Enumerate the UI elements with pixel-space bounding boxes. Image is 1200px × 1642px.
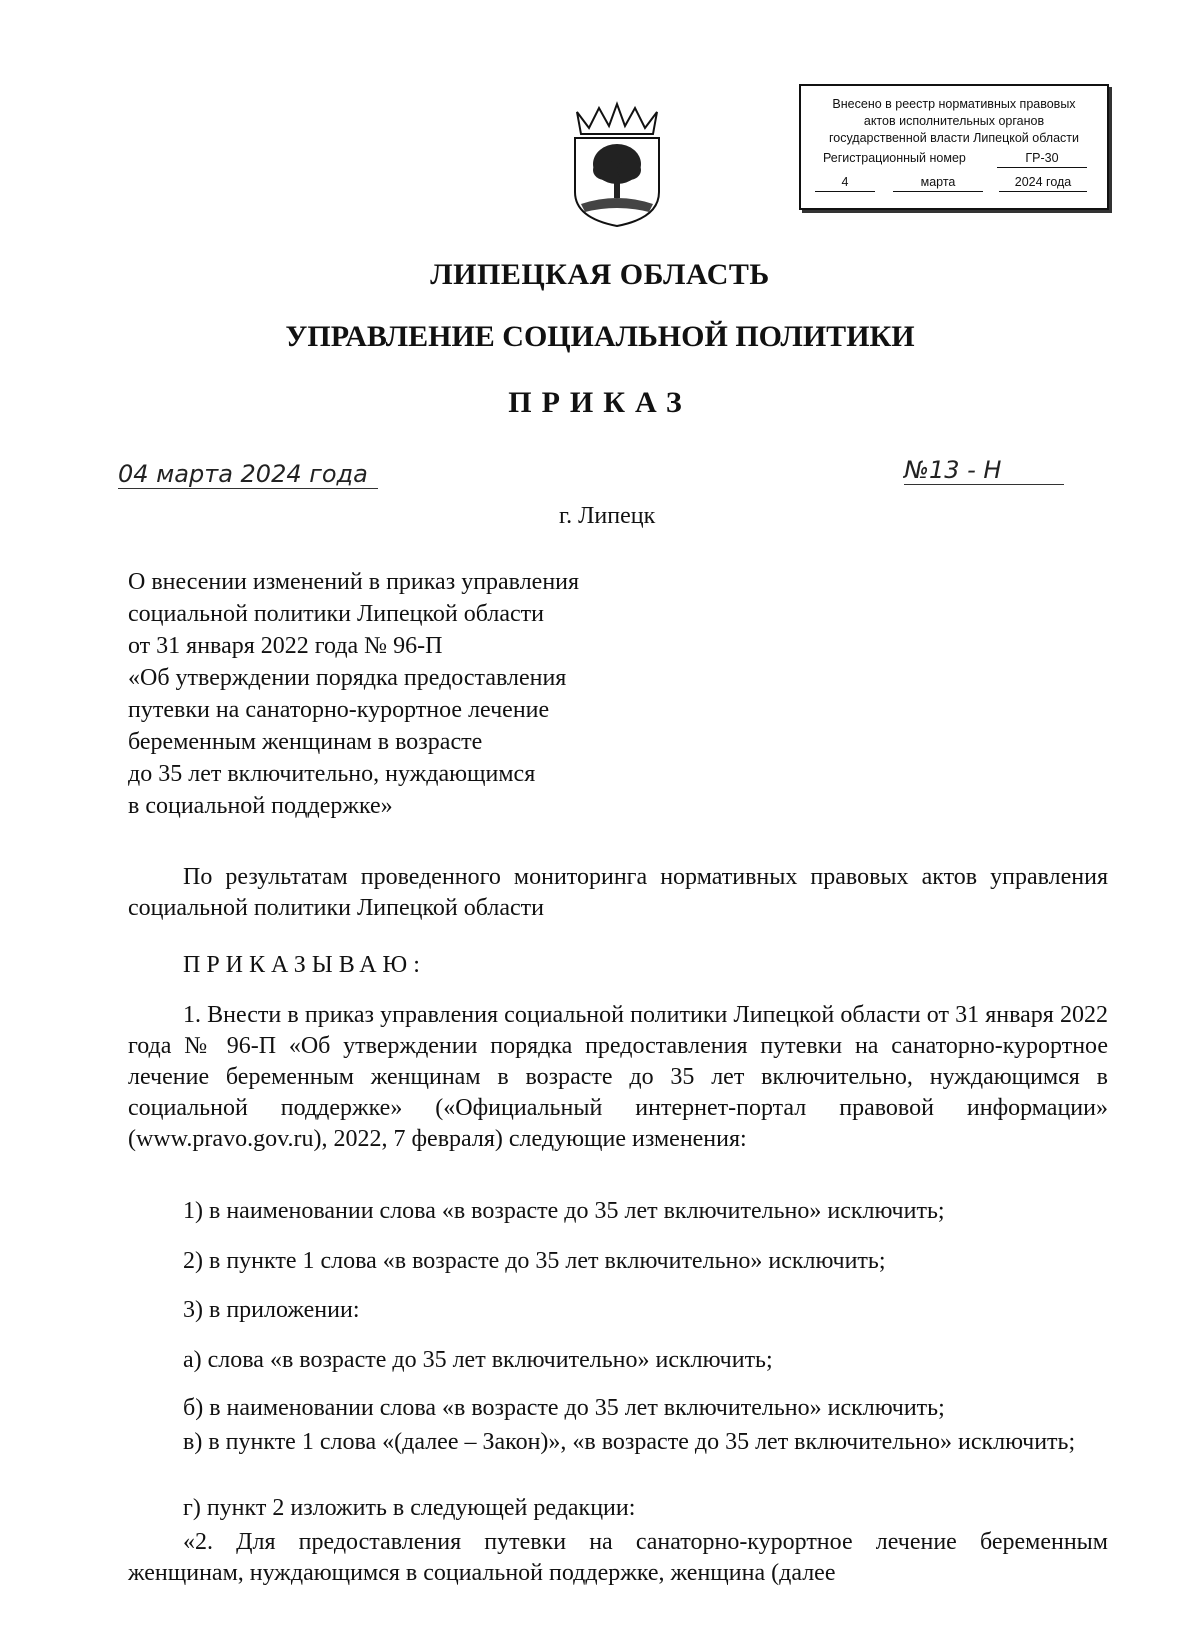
subject-line: беременным женщинам в возрасте xyxy=(128,729,483,755)
quoted-paragraph: «2. Для предоставления путевки на санаторно-курортное лечение беременным женщинам, нуждающимся в социальной поддержке, женщина (далее xyxy=(128,1529,1108,1586)
subitem-2: 2) в пункте 1 слова «в возрасте до 35 лет включительно» исключить; xyxy=(183,1248,886,1274)
stamp-reg-number: ГР-30 xyxy=(997,150,1087,168)
handwritten-number: №13 - Н xyxy=(904,456,1064,485)
region-title: ЛИПЕЦКАЯ ОБЛАСТЬ xyxy=(430,258,770,291)
registration-stamp xyxy=(799,84,1109,210)
city-label: г. Липецк xyxy=(559,503,656,529)
handwritten-date: 04 марта 2024 года xyxy=(118,460,378,489)
subject-line: О внесении изменений в приказ управления xyxy=(128,569,580,595)
subitem-b: б) в наименовании слова «в возрасте до 35 лет включительно» исключить; xyxy=(183,1395,945,1421)
stamp-reg-label: Регистрационный номер xyxy=(823,151,966,165)
subject-line: до 35 лет включительно, нуждающимся xyxy=(128,761,536,787)
subitem-g: г) пункт 2 изложить в следующей редакции: xyxy=(183,1495,636,1521)
stamp-line-1: Внесено в реестр нормативных правовых xyxy=(832,97,1076,111)
item-1-paragraph: 1. Внести в приказ управления социальной политики Липецкой области от 31 января 2022 года № 96-П «Об утверждении порядка предоставления путевки на санаторно-курортное лечение беременным женщинам в возрасте до 35 лет включительно, нуждающимся в социальной поддержке» («Официальный интернет-портал правовой информации» (www.pravo.gov.ru), 2022, 7 февраля) следующие изменения: xyxy=(128,1002,1108,1152)
subject-line: путевки на санаторно-курортное лечение xyxy=(128,697,550,723)
stamp-month: марта xyxy=(893,174,983,192)
subject-line: социальной политики Липецкой области xyxy=(128,601,544,627)
stamp-line-2: актов исполнительных органов xyxy=(863,114,1045,128)
subitem-1: 1) в наименовании слова «в возрасте до 35 лет включительно» исключить; xyxy=(183,1198,945,1224)
intro-paragraph: По результатам проведенного мониторинга нормативных правовых актов управления социальной политики Липецкой области xyxy=(128,864,1108,921)
subitem-3: 3) в приложении: xyxy=(183,1297,360,1323)
stamp-year: 2024 года xyxy=(999,174,1087,192)
subitem-v: в) в пункте 1 слова «(далее – Закон)», «в возрасте до 35 лет включительно» исключить; xyxy=(183,1429,1076,1455)
order-word: ПРИКАЗЫВАЮ: xyxy=(183,952,426,978)
department-title: УПРАВЛЕНИЕ СОЦИАЛЬНОЙ ПОЛИТИКИ xyxy=(285,320,915,353)
document-type-title: ПРИКАЗ xyxy=(508,386,692,419)
subitem-a: а) слова «в возрасте до 35 лет включительно» исключить; xyxy=(183,1347,773,1373)
subject-line: от 31 января 2022 года № 96-П xyxy=(128,633,443,659)
subject-line: в социальной поддержке» xyxy=(128,793,393,819)
document-subject xyxy=(128,566,579,822)
coat-of-arms-icon xyxy=(567,100,667,230)
stamp-line-3: государственной власти Липецкой области xyxy=(828,131,1080,145)
subject-line: «Об утверждении порядка предоставления xyxy=(128,665,567,691)
stamp-day: 4 xyxy=(815,174,875,192)
